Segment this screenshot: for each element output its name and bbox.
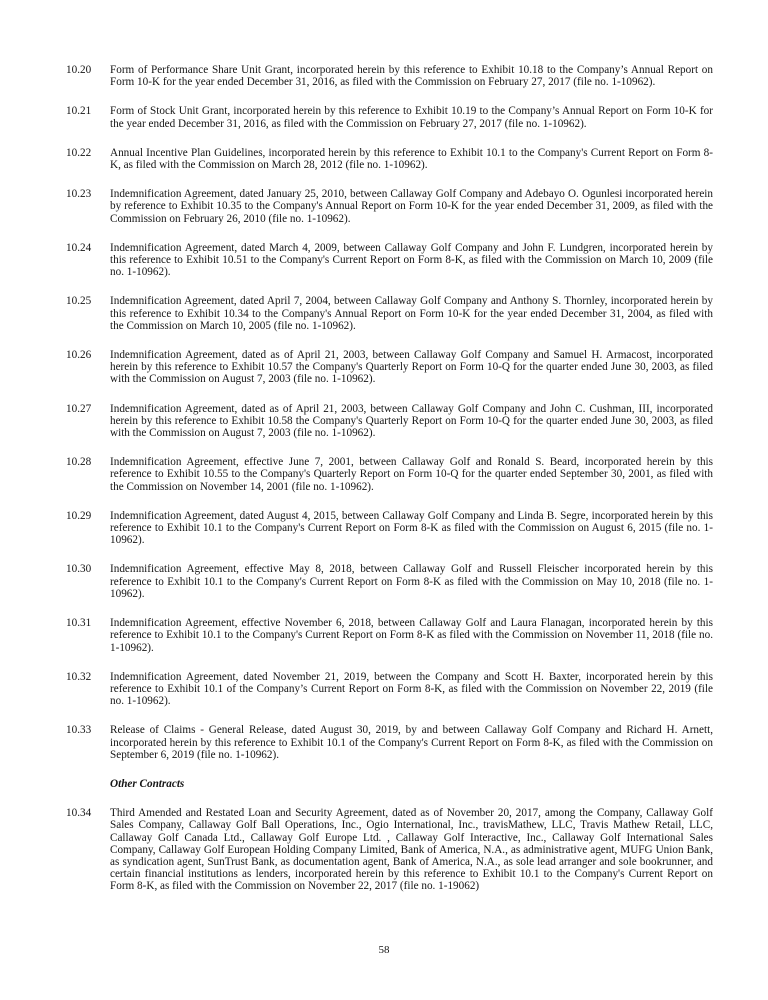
exhibit-text: Annual Incentive Plan Guidelines, incorporated herein by this reference to Exhibit 10.1 to the Company's Current Report on Form 8-K, as filed with the Commission on March 28, 2012 (file no. 1-10962). [110,146,713,172]
exhibit-list [66,64,713,910]
exhibit-item [66,671,713,708]
page-number: 58 [378,944,390,956]
exhibit-number: 10.24 [66,241,92,254]
exhibit-text: Indemnification Agreement, effective May 8, 2018, between Callaway Golf and Russell Fleischer incorporated herein by this reference to Exhibit 10.1 to the Company's Current Report on Form 8-K as filed with the Commission on May 10, 2018 (file no. 1-10962). [110,563,713,600]
exhibit-text: Indemnification Agreement, dated April 7, 2004, between Callaway Golf Company and Anthony S. Thornley, incorporated herein by this reference to Exhibit 10.34 to the Company's Annual Report on Form 10-K for the year ended December 31, 2004, as filed with the Commission on March 10, 2005 (file no. 1-10962). [110,295,713,332]
exhibit-text: Release of Claims - General Release, dated August 30, 2019, by and between Callaway Golf Company and Richard H. Arnett, incorporated herein by this reference to Exhibit 10.1 of the Company's Current Report on Form 8-K, as filed with the Commission on September 6, 2019 (file no. 1-10962). [110,724,713,761]
exhibit-item [66,617,713,654]
exhibit-number: 10.32 [66,670,92,683]
exhibit-text: Indemnification Agreement, dated as of April 21, 2003, between Callaway Golf Company and Samuel H. Armacost, incorporated herein by this reference to Exhibit 10.57 the Company's Quarterly Report on Form 10-Q for the quarter ended June 30, 2003, as filed with the Commission on August 7, 2003 (file no. 1-10962). [110,349,713,386]
exhibit-text: Indemnification Agreement, dated August 4, 2015, between Callaway Golf Company and Linda B. Segre, incorporated herein by this reference to Exhibit 10.1 to the Company's Current Report on Form 8-K as filed with the Commission on August 6, 2015 (file no. 1-10962). [110,509,713,547]
exhibit-text: Indemnification Agreement, dated as of April 21, 2003, between Callaway Golf Company and John C. Cushman, III, incorporated herein by this reference to Exhibit 10.58 the Company's Quarterly Report on Form 10-Q for the quarter ended June 30, 2003, as filed with the Commission on August 7, 2003 (file no. 1-10962). [110,402,713,440]
exhibit-item [66,510,713,547]
exhibit-item [66,403,713,440]
exhibit-number: 10.29 [66,509,92,522]
exhibit-number: 10.20 [66,64,92,76]
exhibit-number: 10.26 [66,349,92,362]
exhibit-text: Indemnification Agreement, dated March 4, 2009, between Callaway Golf Company and John F. Lundgren, incorporated herein by this reference to Exhibit 10.51 to the Company's Current Report on Form 8-K, as filed with the Commission on March 10, 2009 (file no. 1-10962). [110,241,713,279]
exhibit-text: Third Amended and Restated Loan and Security Agreement, dated as of November 20, 2017, among the Company, Callaway Golf Sales Company, Callaway Golf Ball Operations, Inc., Ogio International, Inc., travisMathew, LLC, Travis Mathew Retail, LLC, Callaway Golf Canada Ltd., Callaway Golf Europe Ltd. , Callaway Golf Interactive, Inc., Callaway Golf International Sales Company, Callaway Golf European Holding Company Limited, Bank of America, N.A., as administrative agent, MUFG Union Bank, as syndication agent, SunTrust Bank, as documentation agent, Bank of America, N.A., as sole lead arranger and sole bookrunner, and certain financial institutions as lenders, incorporated herein by this reference to Exhibit 10.1 to the Company's Current Report on Form 8-K, as filed with the Commission on November 22, 2017 (file no. 1-19062) [110,807,713,893]
exhibit-item [66,456,713,493]
exhibit-text: Indemnification Agreement, effective June 7, 2001, between Callaway Golf and Ronald S. Beard, incorporated herein by this reference to Exhibit 10.55 to the Company's Quarterly Report on Form 10-Q for the quarter ended September 30, 2001, as filed with the Commission on November 14, 2001 (file no. 1-10962). [110,456,713,493]
exhibit-number: 10.33 [66,724,92,737]
exhibit-item [66,563,713,600]
exhibit-number: 10.31 [66,617,92,630]
exhibit-item [66,349,713,386]
exhibit-text: Form of Performance Share Unit Grant, incorporated herein by this reference to Exhibit 10.18 to the Company’s Annual Report on Form 10-K for the year ended December 31, 2016, as filed with the Commission on February 27, 2017 (file no. 1-10962). [110,64,713,89]
exhibit-number: 10.27 [66,402,92,415]
exhibit-item [66,807,713,892]
exhibit-text: Form of Stock Unit Grant, incorporated herein by this reference to Exhibit 10.19 to the Company’s Annual Report on Form 10-K for the year ended December 31, 2016, as filed with the Commission on February 27, 2017 (file no. 1-10962). [110,105,713,130]
exhibit-text: Indemnification Agreement, effective November 6, 2018, between Callaway Golf and Laura Flanagan, incorporated herein by this reference to Exhibit 10.1 to the Company's Current Report on Form 8-K as filed with the Commission on November 11, 2018 (file no. 1-10962). [110,617,713,654]
exhibit-number: 10.21 [66,105,92,118]
exhibit-number: 10.25 [66,295,92,308]
exhibit-item [66,242,713,279]
exhibit-item [66,105,713,129]
exhibit-number: 10.23 [66,188,92,201]
exhibit-item [66,724,713,761]
exhibit-item [66,295,713,332]
exhibit-item [66,188,713,225]
section-heading-other-contracts: Other Contracts [110,777,185,790]
exhibit-number: 10.28 [66,456,92,469]
exhibit-number: 10.30 [66,563,92,576]
exhibit-text: Indemnification Agreement, dated November 21, 2019, between the Company and Scott H. Baxter, incorporated herein by this reference to Exhibit 10.1 of the Company’s Current Report on Form 8-K, as filed with the Commission on November 22, 2019 (file no. 1-10962). [110,670,713,708]
exhibit-number: 10.34 [66,807,92,820]
exhibit-number: 10.22 [66,146,92,159]
exhibit-text: Indemnification Agreement, dated January 25, 2010, between Callaway Golf Company and Adebayo O. Ogunlesi incorporated herein by reference to Exhibit 10.35 to the Company's Annual Report on Form 10-K for the year ended December 31, 2009, as filed with the Commission on February 26, 2010 (file no. 1-10962). [110,188,713,225]
exhibit-item [66,64,713,88]
exhibit-item [66,147,713,171]
